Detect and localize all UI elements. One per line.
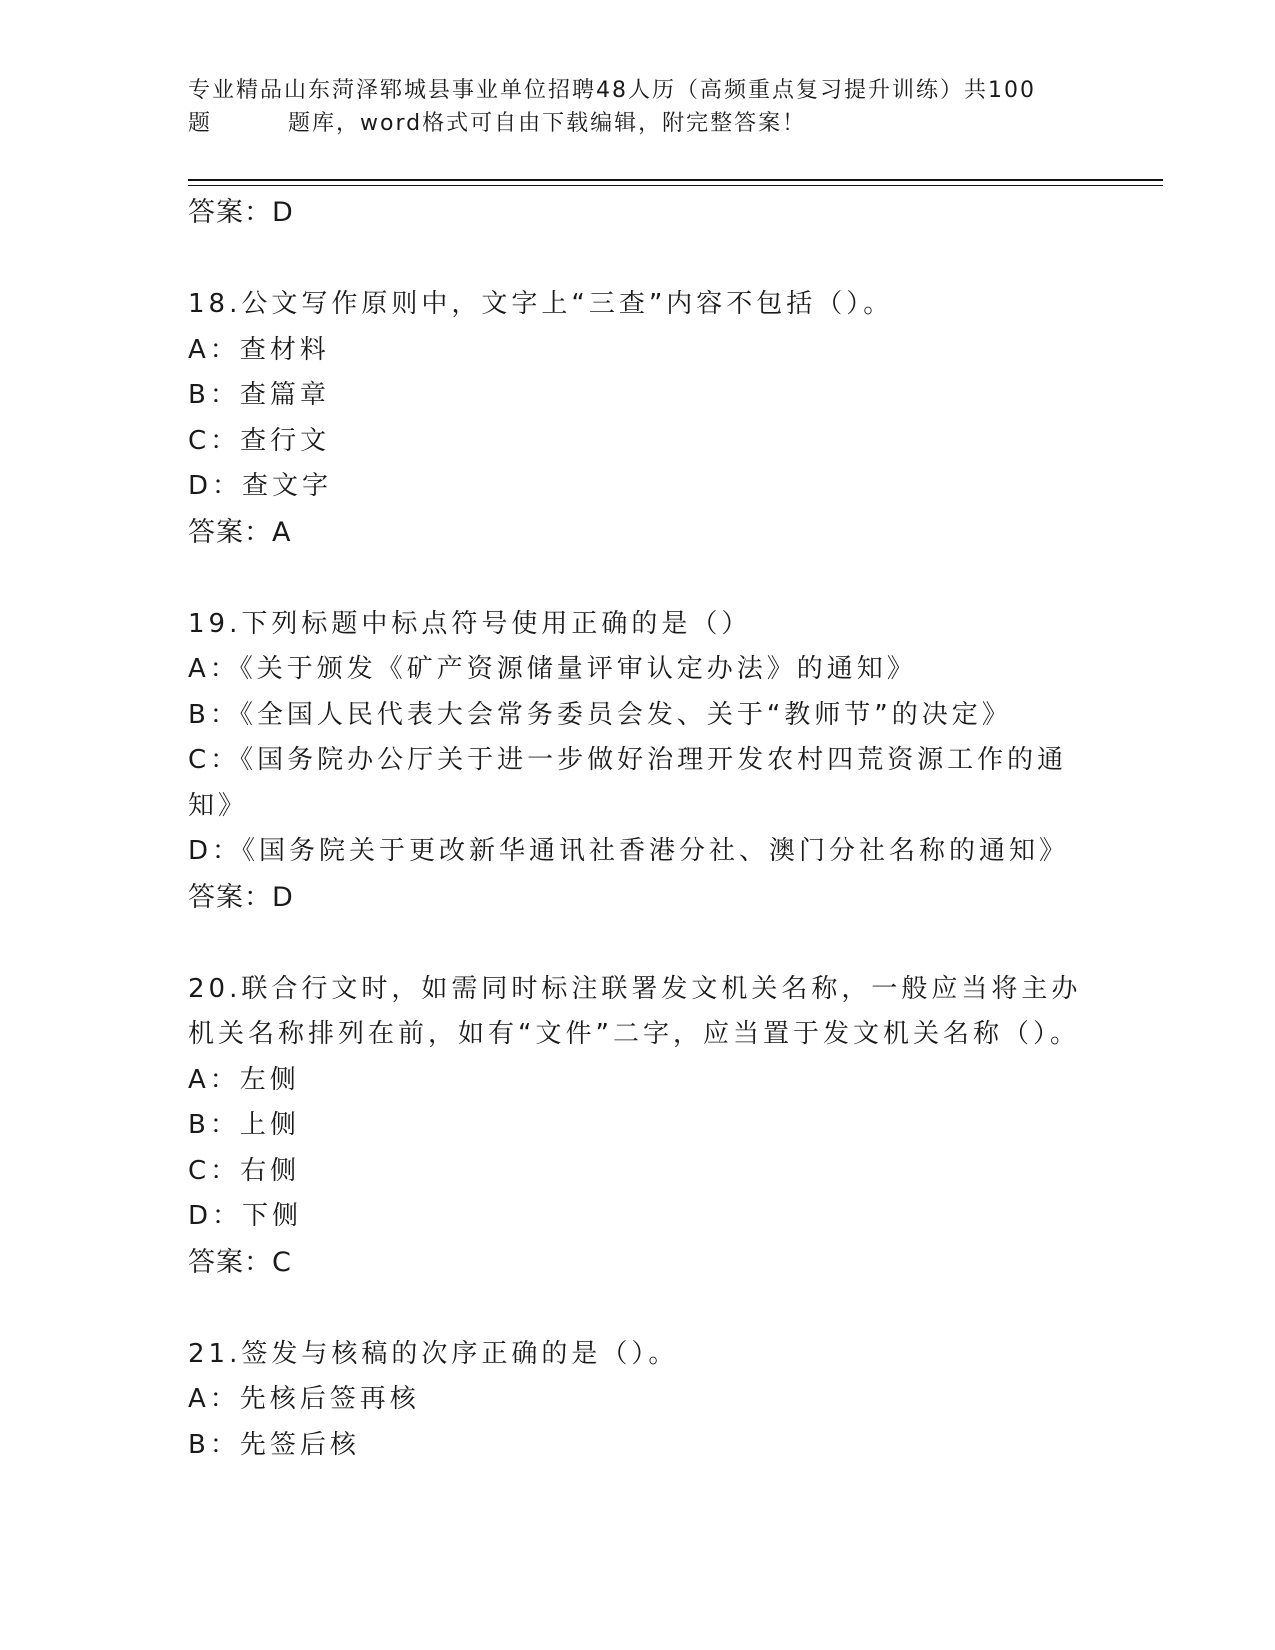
answer-line: 答案：C: [188, 1246, 292, 1278]
option-b: B：查篇章: [188, 380, 330, 410]
option-c: C：右侧: [188, 1155, 301, 1186]
question-text: 20.联合行文时，如需同时标注联署发文机关名称，一般应当将主办机关名称排列在前，如有“文件”二字，应当置于发文机关名称（）。: [188, 973, 1082, 1049]
answer-line: 答案：D: [188, 197, 294, 228]
option-d: D：下侧: [188, 1201, 303, 1231]
answer-line: 答案：D: [188, 881, 294, 913]
header-title-line1: 专业精品山东菏泽郓城县事业单位招聘48人历（高频重点复习提升训练）共100: [188, 78, 1036, 103]
header-divider-thick: [188, 179, 1163, 181]
question-text: 19.下列标题中标点符号使用正确的是（）: [188, 608, 752, 639]
option-b: B：上侧: [188, 1110, 300, 1140]
option-c: C：查行文: [188, 425, 331, 456]
option-a: A：查材料: [188, 334, 330, 365]
option-a: A：先核后签再核: [188, 1384, 420, 1414]
question-block-18: [188, 282, 1088, 556]
header-line2-lead: 题: [188, 111, 213, 136]
header-line2-rest: 题库，word格式可自由下载编辑，附完整答案！: [288, 111, 807, 136]
option-b: B：《全国人民代表大会常务委员会发、关于“教师节”的决定》: [188, 699, 1012, 730]
document-body: [188, 190, 1088, 1468]
option-d: D：查文字: [188, 471, 333, 501]
question-text: 18.公文写作原则中，文字上“三查”内容不包括（）。: [188, 289, 894, 319]
answer-line: 答案：A: [188, 516, 292, 548]
option-a: A：《关于颁发《矿产资源储量评审认定办法》的通知》: [188, 654, 917, 684]
question-text: 21.签发与核稿的次序正确的是（）。: [188, 1338, 679, 1369]
question-block-21: [188, 1332, 1088, 1469]
question-block-20: [188, 967, 1088, 1286]
header-divider-thin: [188, 185, 1163, 186]
question-block-19: [188, 602, 1088, 921]
option-b: B：先签后核: [188, 1429, 360, 1460]
document-header: [188, 74, 1088, 140]
option-a: A：左侧: [188, 1064, 300, 1095]
header-title-line2: [188, 107, 1088, 140]
option-c: C：《国务院办公厅关于进一步做好治理开发农村四荒资源工作的通知》: [188, 745, 1068, 821]
option-d: D：《国务院关于更改新华通讯社香港分社、澳门分社名称的通知》: [188, 836, 1070, 866]
